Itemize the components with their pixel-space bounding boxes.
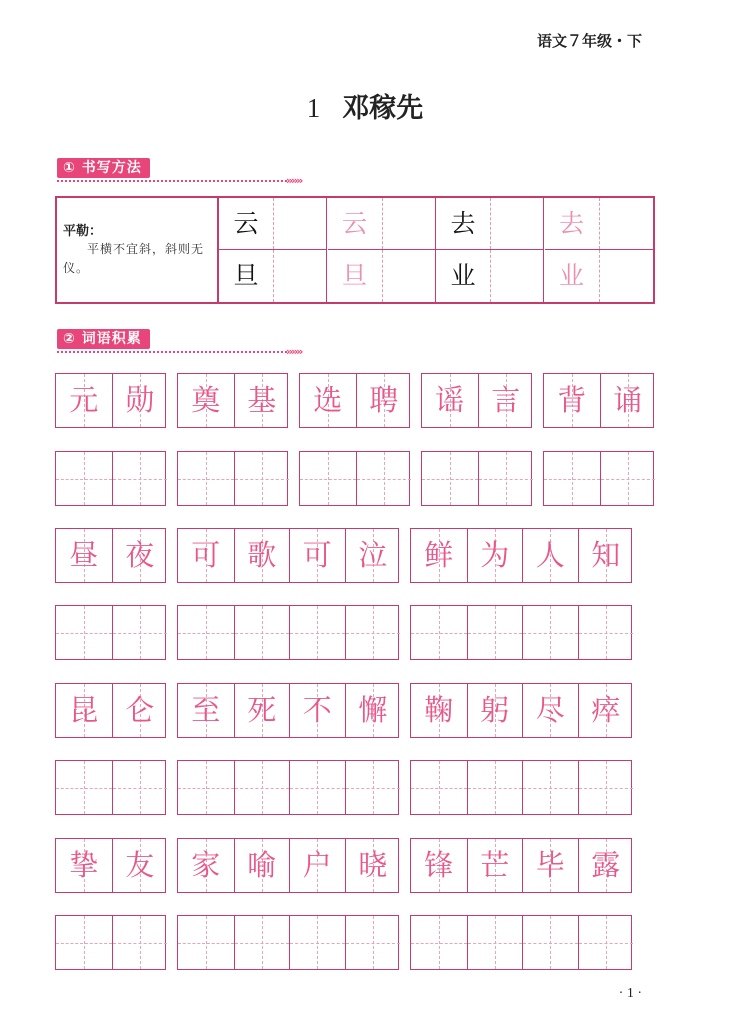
grid-guide — [411, 633, 467, 634]
vocab-character: 户 — [302, 848, 332, 882]
vocab-character: 毕 — [535, 848, 565, 882]
method-description — [57, 198, 219, 302]
vocab-character: 仑 — [125, 693, 155, 727]
section-writing-method: ① 书写方法 — [57, 158, 150, 178]
vocab-character: 基 — [247, 383, 277, 417]
char-cell — [478, 452, 534, 505]
grid-guide — [346, 943, 401, 944]
vocab-character: 尽 — [535, 693, 565, 727]
char-cell — [178, 839, 234, 892]
char-cell — [422, 452, 478, 505]
char-cell — [422, 374, 478, 427]
word-blank-box[interactable] — [55, 451, 166, 506]
grid-guide — [490, 250, 491, 302]
word-trace-box — [299, 373, 410, 428]
model-character: 旦 — [233, 261, 259, 290]
char-cell — [178, 529, 234, 582]
grid-guide — [235, 633, 290, 634]
char-cell — [289, 529, 345, 582]
vocab-character: 懈 — [358, 693, 388, 727]
lesson-name: 邓稼先 — [342, 93, 424, 124]
section-divider — [57, 180, 287, 182]
grid-guide — [56, 943, 112, 944]
char-cell — [345, 916, 401, 969]
char-cell — [112, 374, 168, 427]
char-cell — [345, 606, 401, 659]
vocab-character: 可 — [302, 538, 332, 572]
method-text: 平横不宜斜，斜则无仪。 — [63, 242, 205, 275]
vocab-character: 晓 — [358, 848, 388, 882]
char-cell — [578, 839, 634, 892]
grid-guide — [56, 633, 112, 634]
grid-guide — [523, 633, 578, 634]
vocab-character: 言 — [491, 383, 521, 417]
grid-guide — [178, 788, 234, 789]
char-cell — [578, 684, 634, 737]
char-cell — [578, 916, 634, 969]
grid-guide — [273, 198, 274, 249]
word-trace-box — [410, 683, 632, 738]
char-cell — [411, 606, 467, 659]
char-cell — [356, 374, 412, 427]
char-cell — [467, 761, 523, 814]
char-cell — [411, 916, 467, 969]
char-cell — [56, 606, 112, 659]
char-cell — [578, 761, 634, 814]
grid-guide — [490, 198, 491, 249]
grid-guide — [56, 788, 112, 789]
char-cell — [178, 684, 234, 737]
char-cell — [544, 452, 600, 505]
grid-guide — [382, 250, 383, 302]
vocab-character: 谣 — [435, 383, 465, 417]
char-cell — [467, 839, 523, 892]
vocab-character: 露 — [591, 848, 621, 882]
model-character: 云 — [233, 209, 259, 238]
vocab-character: 奠 — [191, 383, 221, 417]
page-number: · 1 · — [618, 986, 642, 1001]
char-cell — [478, 374, 534, 427]
grid-guide — [273, 250, 274, 302]
vocab-character: 躬 — [480, 693, 510, 727]
vocab-character: 家 — [191, 848, 221, 882]
grid-guide — [468, 943, 523, 944]
char-cell — [56, 916, 112, 969]
grid-guide — [544, 479, 600, 480]
vocab-character: 喻 — [247, 848, 277, 882]
vocab-character: 勋 — [125, 383, 155, 417]
model-character: 业 — [450, 261, 476, 290]
vocab-character: 锋 — [424, 848, 454, 882]
grid-guide — [178, 479, 234, 480]
vocab-character: 聘 — [369, 383, 399, 417]
arrows-icon: »»» — [286, 174, 302, 187]
grid-guide — [235, 788, 290, 789]
word-blank-box[interactable] — [177, 451, 288, 506]
vocab-character: 瘁 — [591, 693, 621, 727]
grid-guide — [579, 633, 634, 634]
vocab-character: 为 — [480, 538, 510, 572]
char-cell — [56, 684, 112, 737]
model-character: 去 — [450, 209, 476, 238]
grid-guide — [290, 788, 345, 789]
grid-guide — [599, 198, 600, 249]
char-cell — [522, 606, 578, 659]
char-cell — [56, 452, 112, 505]
grid-guide — [422, 479, 478, 480]
char-cell — [522, 761, 578, 814]
grid-guide — [178, 943, 234, 944]
char-cell — [234, 529, 290, 582]
char-cell — [411, 684, 467, 737]
char-cell — [345, 529, 401, 582]
char-cell — [178, 374, 234, 427]
grid-guide — [290, 633, 345, 634]
word-blank-box[interactable] — [421, 451, 532, 506]
word-blank-box[interactable] — [55, 915, 166, 970]
grid-guide — [290, 943, 345, 944]
word-trace-box — [177, 838, 399, 893]
grid-guide — [346, 788, 401, 789]
char-cell — [467, 916, 523, 969]
grid-guide — [599, 250, 600, 302]
word-trace-box — [55, 683, 166, 738]
char-cell — [178, 916, 234, 969]
char-cell — [112, 452, 168, 505]
method-cell — [436, 198, 544, 250]
char-cell — [467, 606, 523, 659]
lesson-title — [0, 86, 730, 125]
grid-guide — [113, 479, 168, 480]
grid-guide — [479, 479, 534, 480]
char-cell — [345, 684, 401, 737]
char-cell — [289, 684, 345, 737]
section-divider — [57, 351, 287, 353]
char-cell — [56, 761, 112, 814]
lesson-number: 1 — [306, 93, 321, 123]
word-trace-box — [177, 683, 399, 738]
char-cell — [411, 529, 467, 582]
char-cell — [289, 761, 345, 814]
char-cell — [289, 606, 345, 659]
arrows-icon: »»» — [286, 345, 302, 358]
word-trace-box — [55, 373, 166, 428]
char-cell — [522, 839, 578, 892]
vocab-character: 死 — [247, 693, 277, 727]
word-trace-box — [543, 373, 654, 428]
page-header: 语文７年级・下 — [536, 32, 642, 50]
vocab-character: 知 — [591, 538, 621, 572]
char-cell — [522, 684, 578, 737]
word-trace-box — [177, 528, 399, 583]
char-cell — [289, 916, 345, 969]
word-blank-box[interactable] — [410, 760, 632, 815]
char-cell — [600, 452, 656, 505]
grid-guide — [411, 943, 467, 944]
char-cell — [467, 529, 523, 582]
vocab-character: 夜 — [125, 538, 155, 572]
vocab-character: 不 — [302, 693, 332, 727]
char-cell — [112, 529, 168, 582]
grid-guide — [357, 479, 412, 480]
grid-guide — [411, 788, 467, 789]
char-cell — [600, 374, 656, 427]
char-cell — [112, 839, 168, 892]
char-cell — [178, 761, 234, 814]
word-blank-box[interactable] — [410, 605, 632, 660]
char-cell — [56, 529, 112, 582]
grid-guide — [113, 943, 168, 944]
char-cell — [522, 916, 578, 969]
word-trace-box — [410, 528, 632, 583]
grid-guide — [579, 788, 634, 789]
word-trace-box — [410, 838, 632, 893]
grid-guide — [300, 479, 356, 480]
char-cell — [234, 684, 290, 737]
vocab-character: 昆 — [69, 693, 99, 727]
char-cell — [178, 452, 234, 505]
grid-guide — [56, 479, 112, 480]
word-trace-box — [55, 528, 166, 583]
char-cell — [112, 761, 168, 814]
vocab-character: 友 — [125, 848, 155, 882]
char-cell — [56, 839, 112, 892]
grid-guide — [579, 943, 634, 944]
vocab-character: 选 — [313, 383, 343, 417]
vocab-character: 背 — [557, 383, 587, 417]
vocab-character: 挚 — [69, 848, 99, 882]
vocab-character: 歌 — [247, 538, 277, 572]
grid-guide — [523, 943, 578, 944]
char-cell — [112, 606, 168, 659]
char-cell — [234, 452, 290, 505]
grid-guide — [113, 633, 168, 634]
grid-guide — [601, 479, 656, 480]
method-cell — [328, 198, 436, 250]
trace-character: 去 — [558, 209, 584, 238]
vocab-character: 芒 — [480, 848, 510, 882]
method-practice-grid — [219, 198, 653, 302]
vocab-character: 鲜 — [424, 538, 454, 572]
char-cell — [56, 374, 112, 427]
grid-guide — [468, 633, 523, 634]
word-blank-box[interactable] — [55, 605, 166, 660]
char-cell — [300, 452, 356, 505]
vocab-character: 至 — [191, 693, 221, 727]
word-blank-box[interactable] — [55, 760, 166, 815]
char-cell — [234, 839, 290, 892]
vocab-character: 泣 — [358, 538, 388, 572]
char-cell — [411, 839, 467, 892]
word-blank-box[interactable] — [177, 760, 399, 815]
char-cell — [300, 374, 356, 427]
writing-method-box — [55, 196, 655, 304]
vocab-character: 昼 — [69, 538, 99, 572]
char-cell — [345, 839, 401, 892]
vocab-character: 可 — [191, 538, 221, 572]
char-cell — [411, 761, 467, 814]
grid-guide — [178, 633, 234, 634]
method-cell — [328, 250, 436, 302]
grid-guide — [235, 943, 290, 944]
word-blank-box[interactable] — [410, 915, 632, 970]
char-cell — [112, 684, 168, 737]
word-trace-box — [421, 373, 532, 428]
word-blank-box[interactable] — [177, 605, 399, 660]
char-cell — [112, 916, 168, 969]
char-cell — [289, 839, 345, 892]
char-cell — [578, 606, 634, 659]
char-cell — [467, 684, 523, 737]
word-blank-box[interactable] — [177, 915, 399, 970]
word-blank-box[interactable] — [299, 451, 410, 506]
grid-guide — [346, 633, 401, 634]
char-cell — [544, 374, 600, 427]
char-cell — [178, 606, 234, 659]
method-cell — [219, 198, 327, 250]
method-cell — [545, 198, 653, 250]
vocab-character: 元 — [69, 383, 99, 417]
trace-character: 业 — [558, 261, 584, 290]
word-trace-box — [177, 373, 288, 428]
method-rule: 平勒： — [63, 224, 103, 239]
char-cell — [234, 916, 290, 969]
char-cell — [578, 529, 634, 582]
char-cell — [234, 606, 290, 659]
vocab-character: 鞠 — [424, 693, 454, 727]
method-cell — [219, 250, 327, 302]
method-cell — [436, 250, 544, 302]
vocab-character: 诵 — [613, 383, 643, 417]
char-cell — [234, 374, 290, 427]
grid-guide — [113, 788, 168, 789]
char-cell — [234, 761, 290, 814]
vocab-character: 人 — [535, 538, 565, 572]
section-vocabulary: ② 词语积累 — [57, 329, 150, 349]
word-trace-box — [55, 838, 166, 893]
method-cell — [545, 250, 653, 302]
word-blank-box[interactable] — [543, 451, 654, 506]
grid-guide — [382, 198, 383, 249]
char-cell — [522, 529, 578, 582]
grid-guide — [523, 788, 578, 789]
char-cell — [345, 761, 401, 814]
trace-character: 旦 — [341, 261, 367, 290]
grid-guide — [468, 788, 523, 789]
grid-guide — [235, 479, 290, 480]
char-cell — [356, 452, 412, 505]
trace-character: 云 — [341, 209, 367, 238]
